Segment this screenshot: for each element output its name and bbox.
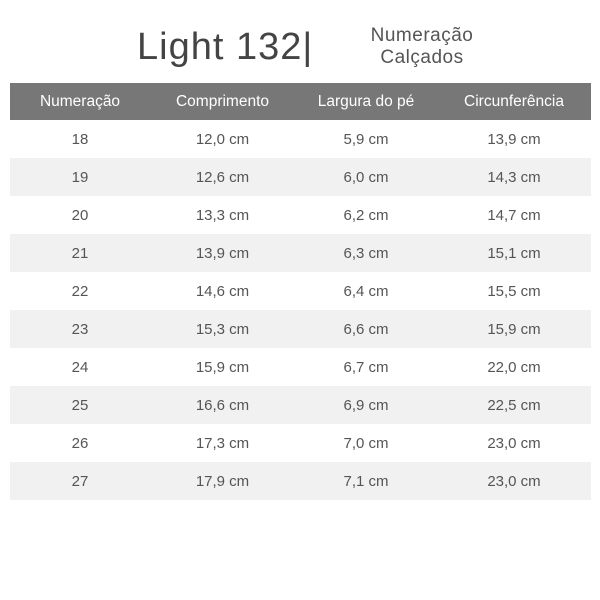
circumference-cell: 15,5 cm <box>487 282 541 300</box>
subtitle-line-1: Numeração <box>370 25 474 46</box>
size-cell: 22 <box>71 282 89 300</box>
circumference-cell: 14,3 cm <box>487 168 541 186</box>
size-cell: 19 <box>71 168 89 186</box>
size-cell: 21 <box>71 244 89 262</box>
column-header: Comprimento <box>175 92 270 110</box>
size-cell: 25 <box>71 396 89 414</box>
size-cell: 26 <box>71 434 89 452</box>
table-row <box>10 120 591 158</box>
size-cell: 23 <box>71 320 89 338</box>
length-cell: 13,3 cm <box>195 206 250 224</box>
circumference-cell: 23,0 cm <box>487 472 541 490</box>
length-cell: 12,0 cm <box>195 130 250 148</box>
table-row <box>10 348 591 386</box>
length-cell: 14,6 cm <box>195 282 250 300</box>
circumference-cell: 13,9 cm <box>487 130 541 148</box>
column-header: Largura do pé <box>317 92 415 110</box>
size-cell: 27 <box>71 472 89 490</box>
page-title: Light 132| <box>137 26 314 68</box>
width-cell: 7,1 cm <box>343 472 389 490</box>
length-cell: 17,3 cm <box>195 434 250 452</box>
size-cell: 18 <box>71 130 89 148</box>
table-row <box>10 310 591 348</box>
width-cell: 6,3 cm <box>343 244 389 262</box>
table-row <box>10 158 591 196</box>
subtitle-line-2: Calçados <box>380 47 464 68</box>
table-row <box>10 462 591 500</box>
circumference-cell: 15,1 cm <box>487 244 541 262</box>
circumference-cell: 22,5 cm <box>487 396 541 414</box>
width-cell: 6,7 cm <box>343 358 389 376</box>
length-cell: 15,3 cm <box>195 320 250 338</box>
table-body <box>10 120 591 500</box>
table-row <box>10 196 591 234</box>
length-cell: 17,9 cm <box>195 472 250 490</box>
column-header: Numeração <box>39 92 121 110</box>
width-cell: 6,2 cm <box>343 206 389 224</box>
column-header: Circunferência <box>464 92 564 110</box>
size-table <box>10 83 591 500</box>
circumference-cell: 22,0 cm <box>487 358 541 376</box>
width-cell: 5,9 cm <box>343 130 389 148</box>
circumference-cell: 23,0 cm <box>487 434 541 452</box>
width-cell: 6,9 cm <box>343 396 389 414</box>
subtitle <box>352 25 492 69</box>
width-cell: 6,0 cm <box>343 168 389 186</box>
table-header-row <box>10 83 591 120</box>
length-cell: 13,9 cm <box>195 244 250 262</box>
width-cell: 7,0 cm <box>343 434 389 452</box>
size-cell: 20 <box>71 206 89 224</box>
length-cell: 16,6 cm <box>195 396 250 414</box>
size-cell: 24 <box>71 358 89 376</box>
circumference-cell: 15,9 cm <box>487 320 541 338</box>
width-cell: 6,6 cm <box>343 320 389 338</box>
length-cell: 15,9 cm <box>195 358 250 376</box>
table-row <box>10 234 591 272</box>
table-row <box>10 424 591 462</box>
width-cell: 6,4 cm <box>343 282 389 300</box>
circumference-cell: 14,7 cm <box>487 206 541 224</box>
table-row <box>10 272 591 310</box>
table-row <box>10 386 591 424</box>
length-cell: 12,6 cm <box>195 168 250 186</box>
